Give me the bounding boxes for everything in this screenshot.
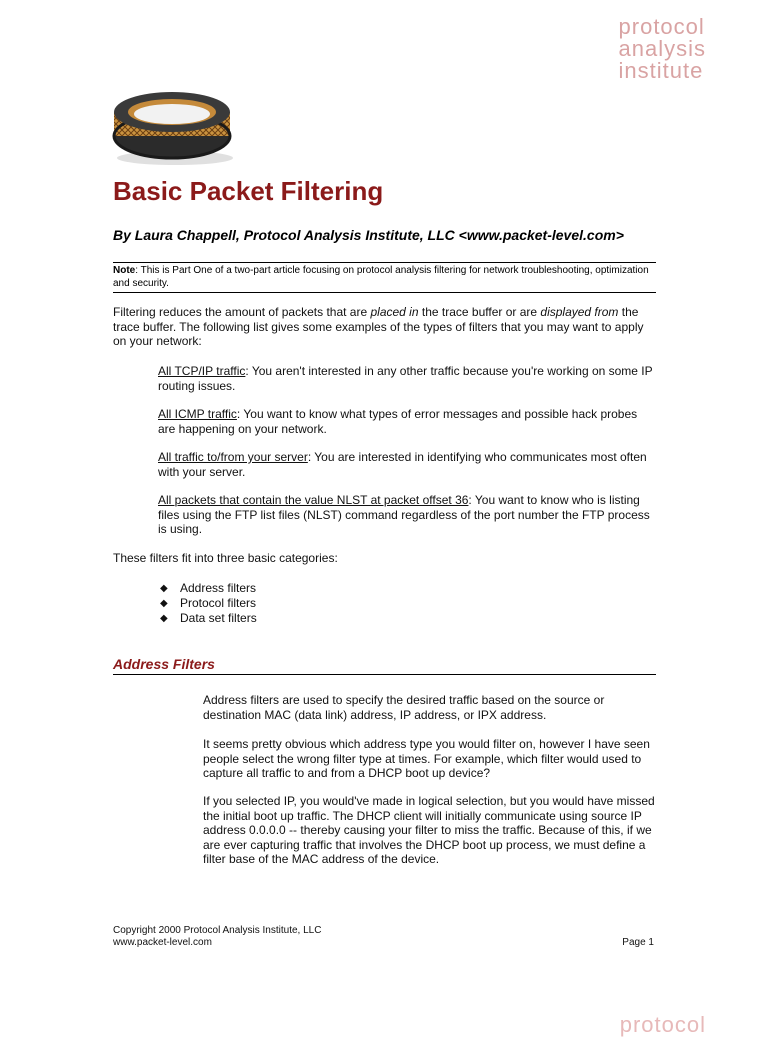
filter-example-name: All packets that contain the value NLST at packet offset 36 — [158, 493, 469, 507]
filter-example-name: All ICMP traffic — [158, 407, 237, 421]
page-number: Page 1 — [622, 937, 654, 948]
section-paragraph: Address filters are used to specify the desired traffic based on the source or destination MAC (data link) address, IP address, or IPX address. — [203, 693, 605, 722]
filter-example-name: All TCP/IP traffic — [158, 364, 246, 378]
intro-text-3: the trace buffer. The following list gives some examples of the types of filters that you may want to apply on your network: — [113, 305, 644, 349]
diamond-bullet-icon: ◆ — [160, 613, 168, 624]
author-byline: By Laura Chappell, Protocol Analysis Institute, LLC <www.packet-level.com> — [113, 227, 624, 243]
filter-example — [158, 493, 656, 537]
list-item — [160, 611, 257, 626]
category-list — [160, 581, 257, 626]
filter-example-desc: : You are interested in identifying who communicates most often with your server. — [158, 450, 647, 479]
filter-example-name: All traffic to/from your server — [158, 450, 308, 464]
section-paragraph: It seems pretty obvious which address type you would filter on, however I have seen people select the wrong filter type at times. For example, which filter would used to capture all traffic to and from a DHCP boot up device? — [203, 737, 650, 781]
note-box — [113, 262, 656, 293]
section-heading: Address Filters — [113, 656, 656, 675]
category-label: Address filters — [180, 581, 257, 595]
note-text: : This is Part One of a two-part article focusing on protocol analysis filtering for network troubleshooting, optimization and security. — [113, 265, 649, 289]
intro-em-1: placed in — [370, 305, 419, 319]
diamond-bullet-icon: ◆ — [160, 583, 168, 594]
copyright-text: Copyright 2000 Protocol Analysis Institute, LLC — [113, 925, 322, 936]
diamond-bullet-icon: ◆ — [160, 598, 168, 609]
filter-example — [158, 407, 656, 436]
section-paragraph: If you selected IP, you would've made in logical selection, but you would have missed the initial boot up traffic. The DHCP client will initially communicate using source IP address 0.0.0.0 -- thereby causing your filter to miss the traffic. Because of this, if we are ever capturing traffic that involves the DHCP boot up process, we must define a filter base of the MAC address of the device. — [203, 794, 655, 867]
logo-line-1: protocol — [618, 14, 705, 39]
article-title: Basic Packet Filtering — [113, 176, 384, 206]
list-item — [160, 581, 257, 596]
air-filter-image — [110, 88, 240, 168]
filter-example-desc: : You aren't interested in any other traffic because you're working on some IP routing issues. — [158, 364, 653, 393]
filter-example-desc: : You want to know who is listing files using the FTP list files (NLST) command regardless of the port number the FTP process is using. — [158, 493, 650, 537]
footer-url: www.packet-level.com — [113, 937, 212, 948]
page-footer — [113, 925, 321, 949]
intro-text-1: Filtering reduces the amount of packets that are — [113, 305, 371, 319]
intro-paragraph — [113, 305, 658, 349]
intro-em-2: displayed from — [540, 305, 619, 319]
category-label: Data set filters — [180, 611, 257, 625]
categories-intro: These filters fit into three basic categories: — [113, 551, 338, 565]
filter-example-desc: : You want to know what types of error messages and possible hack probes are happening on your network. — [158, 407, 638, 436]
note-label: Note — [113, 265, 136, 276]
list-item — [160, 596, 257, 611]
logo-line-3: institute — [618, 58, 704, 83]
intro-text-2: the trace buffer or are — [418, 305, 541, 319]
next-page-logo: protocol — [619, 1012, 706, 1037]
filter-example — [158, 450, 656, 479]
filter-example — [158, 364, 656, 393]
logo-line-2: analysis — [618, 36, 706, 61]
category-label: Protocol filters — [180, 596, 257, 610]
institute-logo — [619, 16, 706, 82]
